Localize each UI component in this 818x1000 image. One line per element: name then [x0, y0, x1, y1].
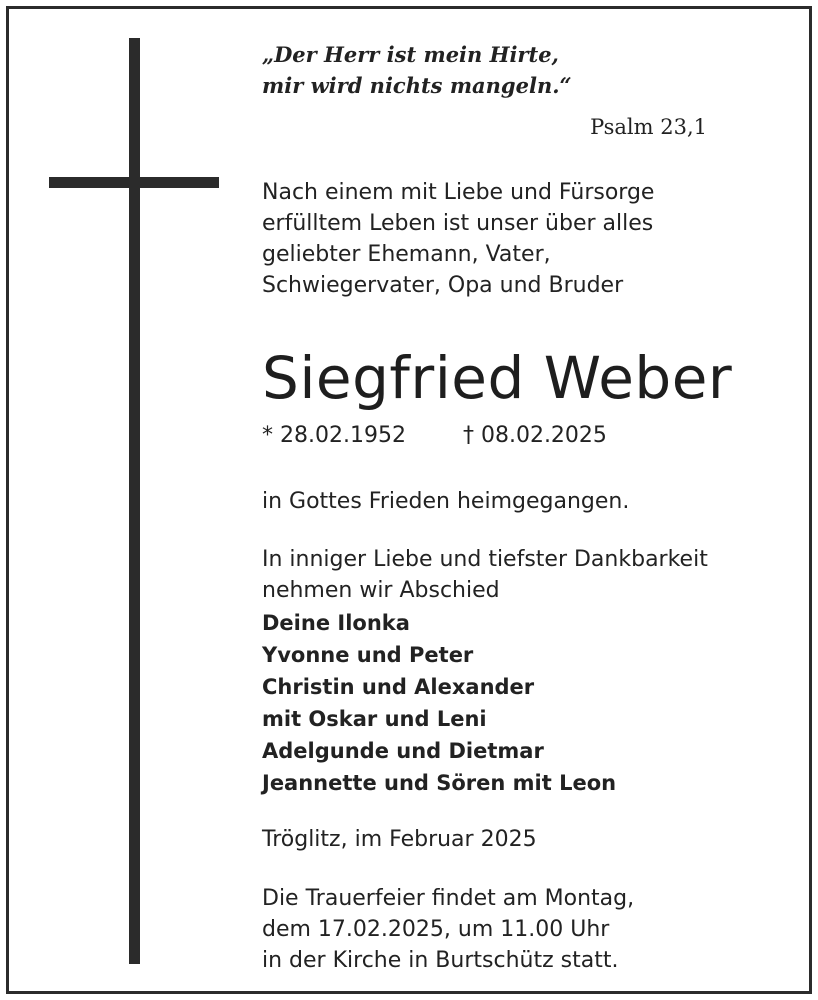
quote-line: mir wird nichts mangeln.“	[262, 73, 572, 98]
intro-line: Nach einem mit Liebe und Fürsorge	[262, 180, 655, 205]
funeral-line: Die Trauerfeier findet am Montag,	[262, 886, 635, 911]
intro-line: geliebter Ehemann, Vater,	[262, 242, 551, 267]
intro-line: erfülltem Leben ist unser über alles	[262, 211, 654, 236]
farewell-line: nehmen wir Abschied	[262, 578, 500, 603]
intro-text	[262, 177, 654, 301]
funeral-info	[262, 883, 634, 976]
mourner-entry: Deine Ilonka	[262, 611, 410, 635]
farewell-line: In inniger Liebe und tiefster Dankbarkeit	[262, 547, 708, 572]
place-date: Tröglitz, im Februar 2025	[262, 827, 537, 852]
bible-quote	[262, 39, 572, 101]
obituary-frame	[6, 6, 812, 994]
funeral-line: in der Kirche in Burtschütz statt.	[262, 948, 619, 973]
life-dates	[262, 423, 607, 448]
birth-date: * 28.02.1952	[262, 423, 406, 448]
peace-text: in Gottes Frieden heimgegangen.	[262, 489, 630, 514]
mourner-entry: Jeannette und Sören mit Leon	[262, 771, 617, 795]
death-date: † 08.02.2025	[462, 423, 607, 448]
farewell-text	[262, 544, 708, 606]
quote-line: „Der Herr ist mein Hirte,	[262, 42, 559, 67]
deceased-name: Siegfried Weber	[262, 344, 733, 412]
intro-line: Schwiegervater, Opa und Bruder	[262, 273, 624, 298]
mourner-entry: Yvonne und Peter	[262, 643, 474, 667]
christian-cross-icon-beam	[49, 177, 219, 188]
mourners-list	[262, 607, 616, 799]
funeral-line: dem 17.02.2025, um 11.00 Uhr	[262, 917, 610, 942]
quote-source: Psalm 23,1	[590, 115, 707, 139]
mourner-entry: Christin und Alexander	[262, 675, 535, 699]
mourner-entry: Adelgunde und Dietmar	[262, 739, 544, 763]
mourner-entry: mit Oskar und Leni	[262, 707, 487, 731]
